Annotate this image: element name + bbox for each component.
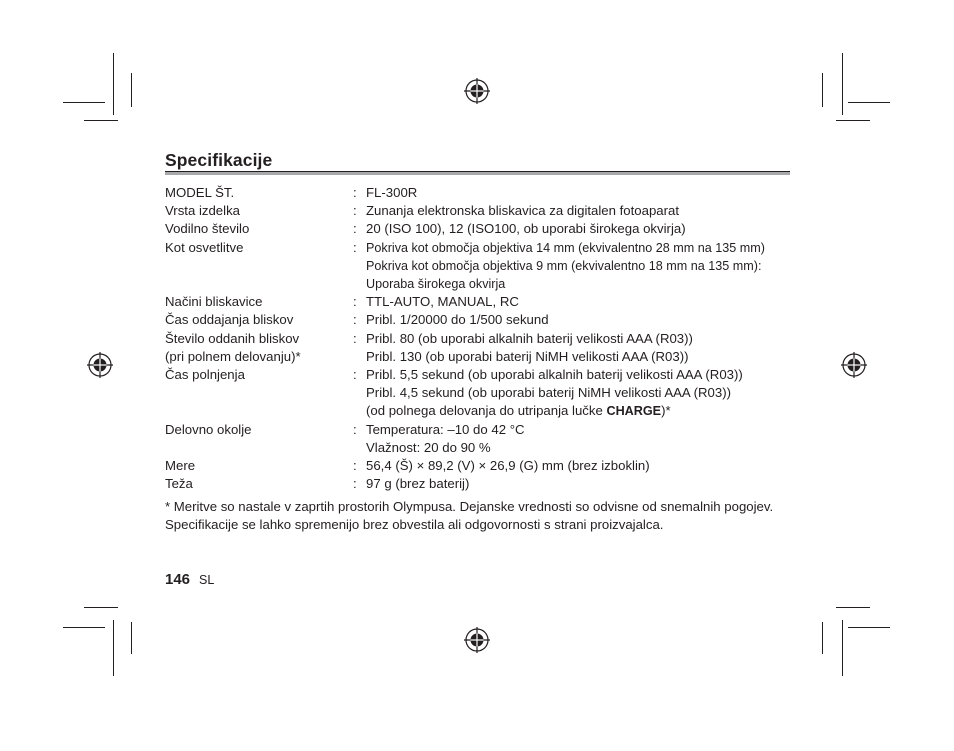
- spec-value: Zunanja elektronska bliskavica za digitalen fotoaparat: [366, 203, 680, 219]
- spec-row-flash-count: [165, 330, 795, 366]
- crop-mark: [822, 622, 823, 654]
- specifications-list: [165, 184, 795, 493]
- crop-mark: [842, 53, 843, 115]
- spec-value: Pribl. 1/20000 do 1/500 sekund: [366, 312, 549, 328]
- spec-value: Pokriva kot območja objektiva 14 mm (ekvivalentno 28 mm na 135 mm): [366, 240, 765, 255]
- title-underline: [165, 171, 790, 175]
- spec-value: 97 g (brez baterij): [366, 476, 470, 492]
- separator-colon: :: [353, 221, 357, 237]
- spec-value: 20 (ISO 100), 12 (ISO100, ob uporabi širokega okvirja): [366, 221, 686, 237]
- crop-mark: [63, 102, 105, 103]
- separator-colon: :: [353, 367, 357, 383]
- spec-label: Teža: [165, 476, 193, 492]
- spec-value: 56,4 (Š) × 89,2 (V) × 26,9 (G) mm (brez izboklin): [366, 458, 650, 474]
- spec-value: Pribl. 80 (ob uporabi alkalnih baterij velikosti AAA (R03)): [366, 330, 693, 346]
- spec-value: Uporaba širokega okvirja: [366, 277, 506, 292]
- spec-value: Vlažnost: 20 do 90 %: [366, 439, 491, 455]
- separator-colon: :: [353, 312, 357, 328]
- registration-mark-icon: [464, 78, 490, 104]
- language-code: SL: [199, 573, 215, 587]
- spec-row-recycle-time: [165, 366, 795, 421]
- spec-value: FL-300R: [366, 185, 418, 200]
- spec-label: Čas oddajanja bliskov: [165, 312, 294, 328]
- spec-label: Načini bliskavice: [165, 294, 263, 310]
- spec-value: Pribl. 5,5 sekund (ob uporabi alkalnih baterij velikosti AAA (R03)): [366, 367, 743, 383]
- crop-mark: [131, 622, 132, 654]
- registration-mark-icon: [841, 352, 867, 378]
- crop-mark: [63, 627, 105, 628]
- spec-row-model: [165, 184, 795, 202]
- spec-label: Delovno okolje: [165, 421, 252, 437]
- crop-mark: [131, 73, 132, 107]
- spec-value: TTL-AUTO, MANUAL, RC: [366, 294, 519, 310]
- spec-label: Vodilno število: [165, 221, 250, 237]
- spec-value: Pokriva kot območja objektiva 9 mm (ekvivalentno 18 mm na 135 mm):: [366, 258, 762, 273]
- spec-row-flash-duration: [165, 311, 795, 329]
- spec-label: Mere: [165, 458, 196, 474]
- spec-value: Pribl. 4,5 sekund (ob uporabi baterij NiMH velikosti AAA (R03)): [366, 385, 732, 401]
- crop-mark: [84, 120, 118, 121]
- spec-row-dimensions: [165, 457, 795, 475]
- crop-mark: [836, 607, 870, 608]
- spec-value: Temperatura: –10 do 42 °C: [366, 421, 525, 437]
- separator-colon: :: [353, 203, 357, 219]
- footnote-line: Specifikacije se lahko spremenijo brez obvestila ali odgovornosti s strani proizvajalca.: [165, 517, 664, 533]
- footnote: [165, 498, 805, 534]
- spec-row-operating-environment: [165, 421, 795, 457]
- spec-label: Čas polnjenja: [165, 367, 245, 383]
- separator-colon: :: [353, 421, 357, 437]
- crop-mark: [822, 73, 823, 107]
- page-number: 146: [165, 571, 191, 588]
- crop-mark: [848, 627, 890, 628]
- separator-colon: :: [353, 476, 357, 492]
- footnote-line: * Meritve so nastale v zaprtih prostorih Olympusa. Dejanske vrednosti so odvisne od snemalnih pogojev.: [165, 499, 774, 514]
- crop-mark: [84, 607, 118, 608]
- spec-label: Število oddanih bliskov: [165, 330, 300, 346]
- spec-value: Pribl. 130 (ob uporabi baterij NiMH velikosti AAA (R03)): [366, 348, 689, 364]
- spec-label: MODEL ŠT.: [165, 185, 235, 200]
- registration-mark-icon: [464, 627, 490, 653]
- separator-colon: :: [353, 458, 357, 474]
- registration-mark-icon: [87, 352, 113, 378]
- spec-row-flash-modes: [165, 293, 795, 311]
- crop-mark: [848, 102, 890, 103]
- spec-row-weight: [165, 475, 795, 493]
- spec-label: (pri polnem delovanju)*: [165, 348, 301, 364]
- spec-row-guide-number: [165, 220, 795, 238]
- spec-row-product-type: [165, 202, 795, 220]
- charge-lamp-label: CHARGE: [606, 404, 662, 419]
- crop-mark: [836, 120, 870, 121]
- crop-mark: [113, 53, 114, 115]
- separator-colon: :: [353, 330, 357, 346]
- spec-value-charge-note: (od polnega delovanja do utripanja lučke CHARGE)*: [366, 403, 671, 419]
- separator-colon: :: [353, 185, 357, 200]
- page-title: Specifikacije: [165, 150, 273, 170]
- spec-label: Kot osvetlitve: [165, 239, 244, 255]
- separator-colon: :: [353, 294, 357, 310]
- crop-mark: [113, 620, 114, 676]
- crop-mark: [842, 620, 843, 676]
- spec-row-coverage-angle: [165, 239, 795, 294]
- separator-colon: :: [353, 239, 357, 255]
- spec-label: Vrsta izdelka: [165, 203, 241, 219]
